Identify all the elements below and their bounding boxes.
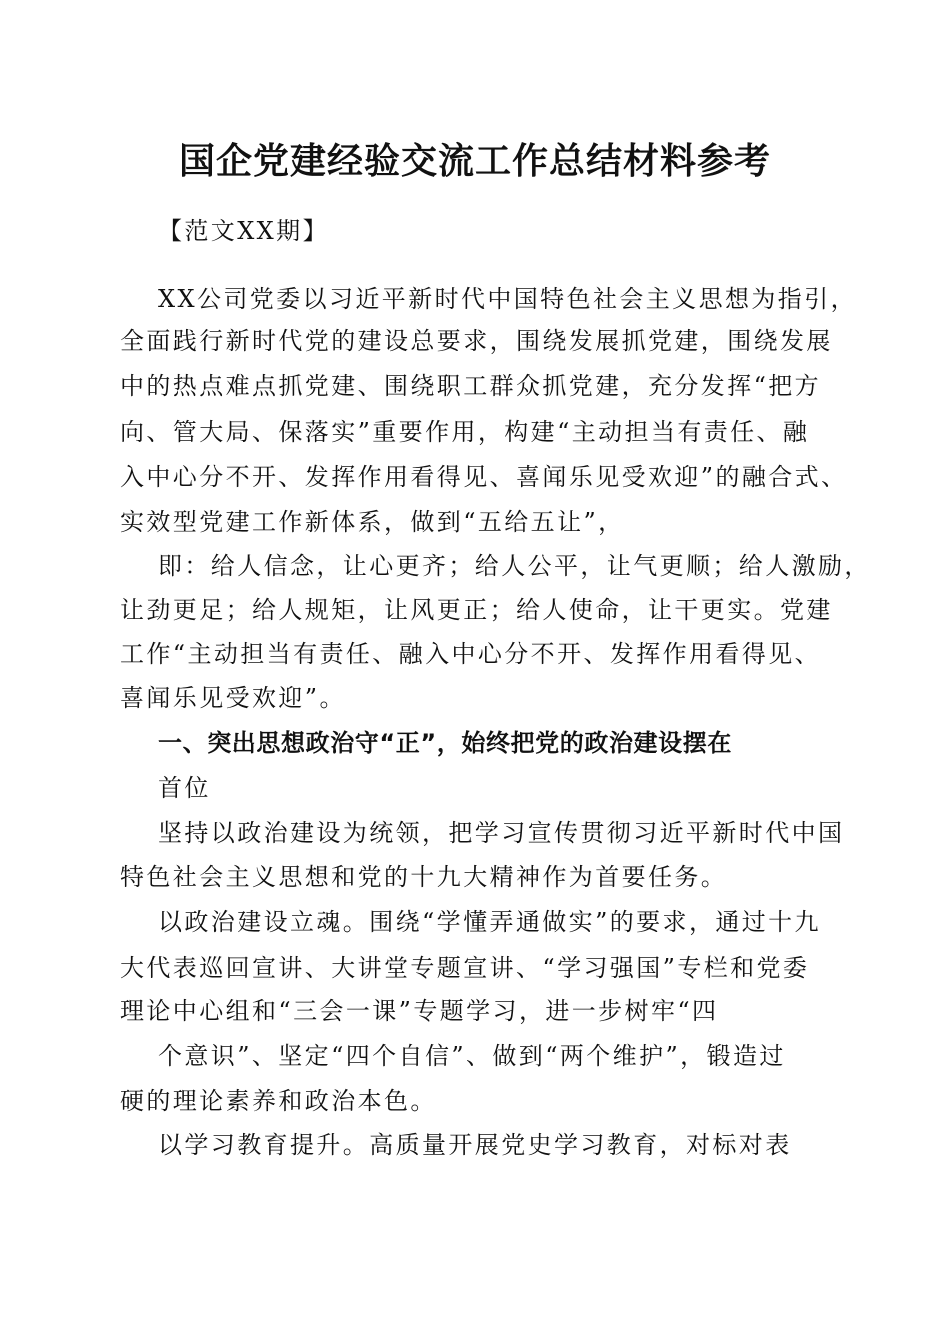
body-line: 以政治建设立魂。围绕“学懂弄通做实”的要求，通过十九 <box>158 908 821 936</box>
body-line: 理论中心组和“三会一课”专题学习，进一步树牢“四 <box>120 997 719 1025</box>
body-line: 特色社会主义思想和党的十九大精神作为首要任务。 <box>120 863 728 891</box>
body-line: 大代表巡回宣讲、大讲堂专题宣讲、“学习强国”专栏和党委 <box>120 954 810 982</box>
body-line: 以学习教育提升。高质量开展党史学习教育，对标对表 <box>158 1131 792 1159</box>
body-line: 首位 <box>158 774 211 802</box>
section-heading: 一、突出思想政治守“正”，始终把党的政治建设摆在 <box>158 729 732 757</box>
body-line: 让劲更足；给人规矩，让风更正；给人使命，让干更实。党建 <box>120 596 833 624</box>
body-line: 即：给人信念，让心更齐；给人公平，让气更顺；给人激励， <box>158 552 871 580</box>
document-title: 国企党建经验交流工作总结材料参考 <box>178 140 771 182</box>
issue-label: 【范文XX期】 <box>158 217 329 245</box>
body-line: 坚持以政治建设为统领，把学习宣传贯彻习近平新时代中国 <box>158 819 845 847</box>
body-line: 中的热点难点抓党建、围绕职工群众抓党建，充分发挥“把方 <box>120 372 822 400</box>
body-line: 全面践行新时代党的建设总要求，围绕发展抓党建，围绕发展 <box>120 327 833 355</box>
body-line: XX公司党委以习近平新时代中国特色社会主义思想为指引， <box>158 285 857 313</box>
body-line: 硬的理论素养和政治本色。 <box>120 1087 437 1115</box>
body-line: 喜闻乐见受欢迎”。 <box>120 684 346 712</box>
body-line: 向、管大局、保落实”重要作用，构建“主动担当有责任、融 <box>120 418 810 446</box>
body-line: 个意识”、坚定“四个自信”、做到“两个维护”，锻造过 <box>158 1042 786 1070</box>
body-line: 工作“主动担当有责任、融入中心分不开、发挥作用看得见、 <box>120 640 822 668</box>
body-line: 实效型党建工作新体系，做到“五给五让”， <box>120 508 625 536</box>
body-line: 入中心分不开、发挥作用看得见、喜闻乐见受欢迎”的融合式、 <box>120 463 848 491</box>
